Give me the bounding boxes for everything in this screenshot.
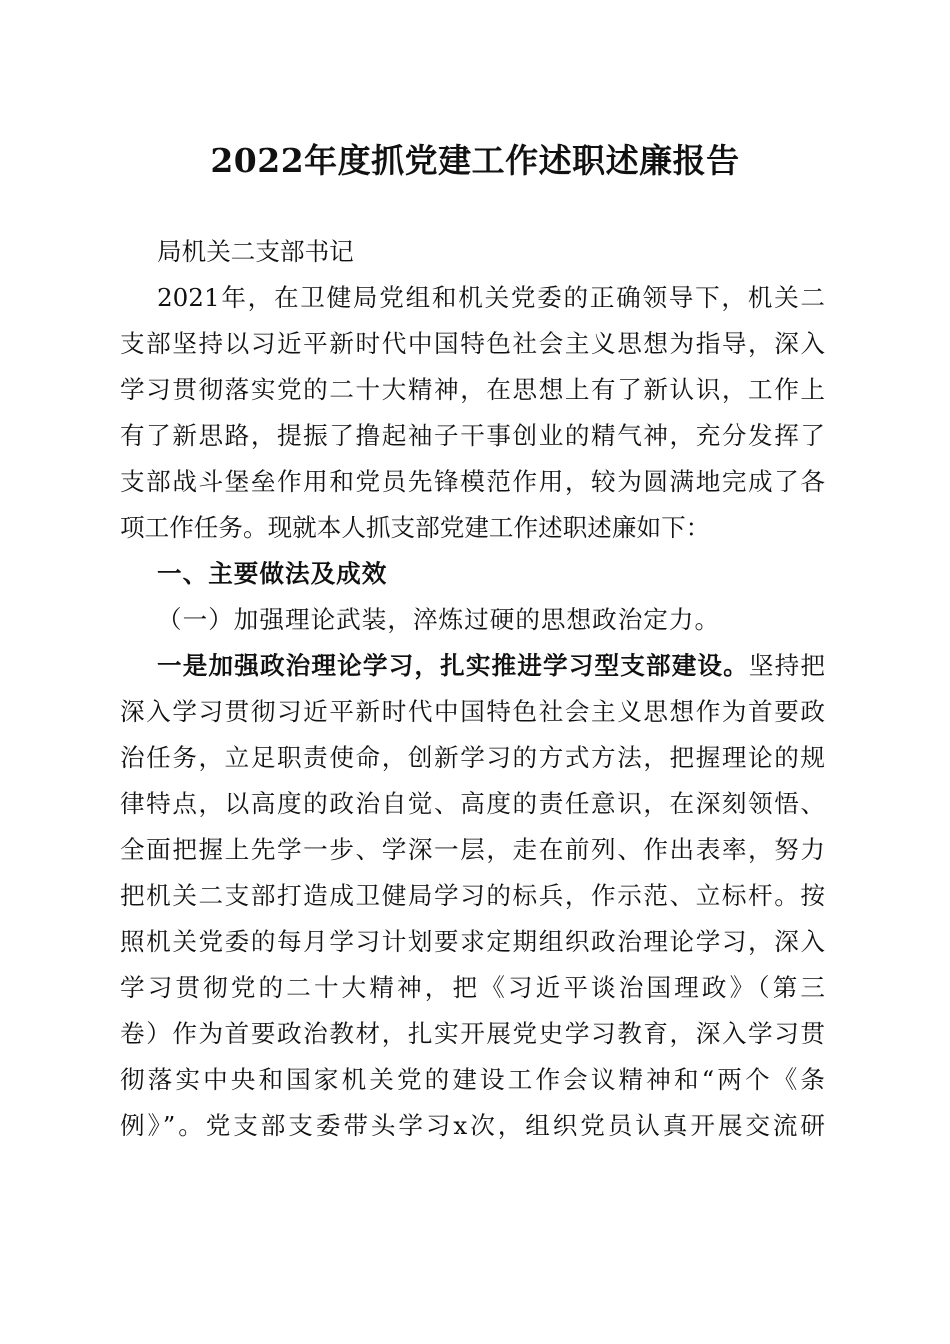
paragraph-line: 学习贯彻党的二十大精神，把《习近平谈治国理政》（第三 bbox=[120, 973, 825, 1002]
lead-remainder: 坚持把 bbox=[748, 651, 825, 680]
paragraph-line: 照机关党委的每月学习计划要求定期组织政治理论学习，深入 bbox=[120, 927, 825, 956]
paragraph-line: 学习贯彻落实党的二十大精神，在思想上有了新认识，工作上 bbox=[120, 375, 825, 404]
paragraph-line: 例》”。党支部支委带头学习x次，组织党员认真开展交流研 bbox=[120, 1111, 825, 1140]
paragraph-line: 全面把握上先学一步、学深一层，走在前列、作出表率，努力 bbox=[120, 835, 825, 864]
paragraph-line: 支部战斗堡垒作用和党员先锋模范作用，较为圆满地完成了各 bbox=[120, 467, 825, 496]
section-heading: 一、主要做法及成效 bbox=[157, 559, 388, 588]
paragraph-line: 治任务，立足职责使命，创新学习的方式方法，把握理论的规 bbox=[120, 743, 825, 772]
document-title: 2022年度抓党建工作述职述廉报告 bbox=[210, 141, 740, 180]
paragraph-line: 把机关二支部打造成卫健局学习的标兵，作示范、立标杆。按 bbox=[120, 881, 825, 910]
paragraph-line: 有了新思路，提振了撸起袖子干事创业的精气神，充分发挥了 bbox=[120, 421, 825, 450]
author-line: 局机关二支部书记 bbox=[157, 237, 354, 266]
paragraph-line: 2021年，在卫健局党组和机关党委的正确领导下，机关二 bbox=[157, 283, 825, 312]
paragraph-line: 卷）作为首要政治教材，扎实开展党史学习教育，深入学习贯 bbox=[120, 1019, 825, 1048]
paragraph-line: 深入学习贯彻习近平新时代中国特色社会主义思想作为首要政 bbox=[120, 697, 825, 726]
paragraph-line: 项工作任务。现就本人抓支部党建工作述职述廉如下： bbox=[120, 513, 711, 542]
paragraph-line: 支部坚持以习近平新时代中国特色社会主义思想为指导，深入 bbox=[120, 329, 825, 358]
paragraph-line: 律特点，以高度的政治自觉、高度的责任意识，在深刻领悟、 bbox=[120, 789, 825, 818]
paragraph-line: 彻落实中央和国家机关党的建设工作会议精神和“两个《条 bbox=[120, 1065, 825, 1094]
subsection-heading: （一）加强理论武装，淬炼过硬的思想政治定力。 bbox=[157, 605, 721, 634]
lead-phrase: 一是加强政治理论学习，扎实推进学习型支部建设。 bbox=[157, 651, 749, 680]
paragraph-line bbox=[157, 643, 825, 689]
